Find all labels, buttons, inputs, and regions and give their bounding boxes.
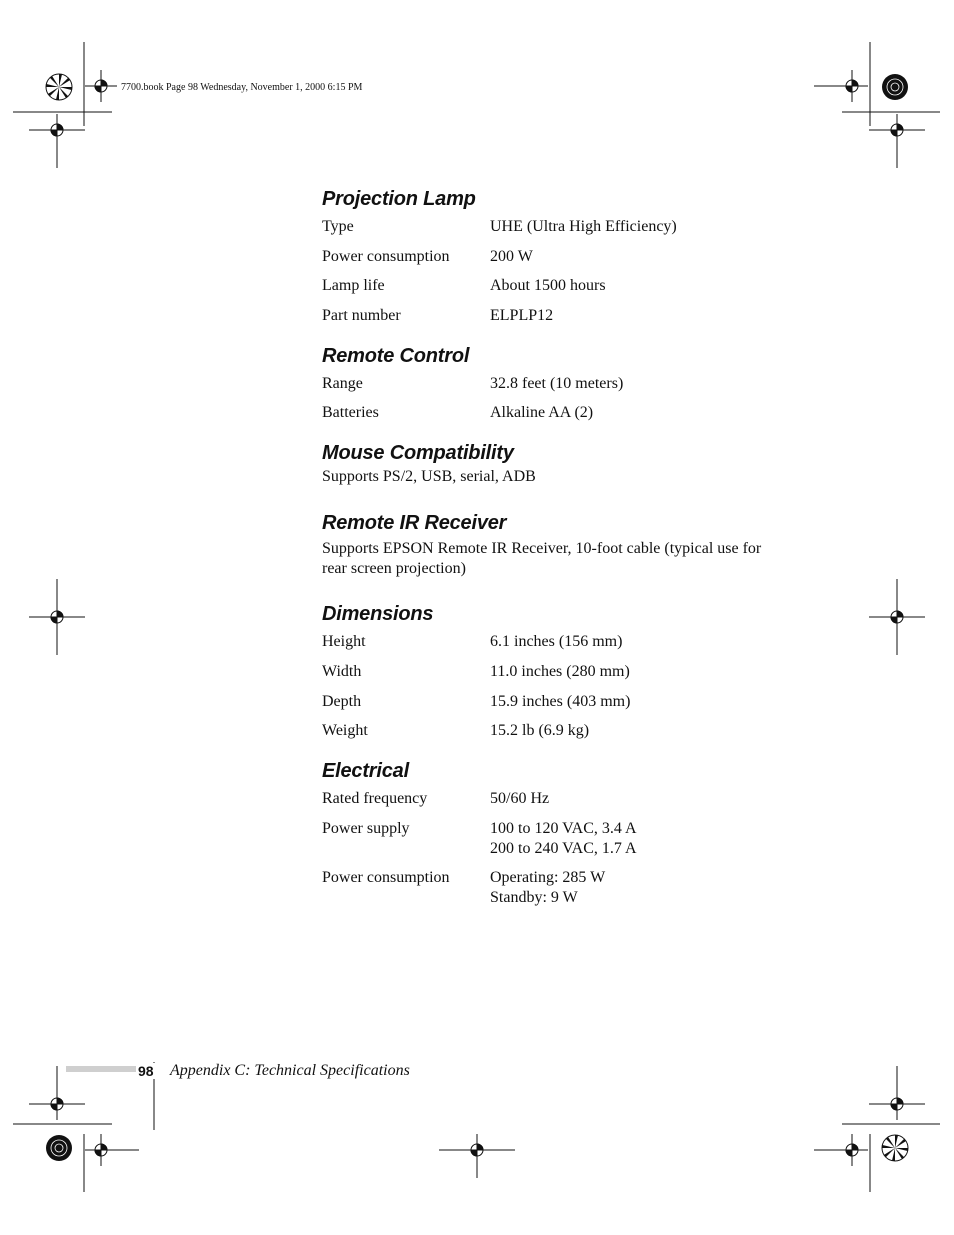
- spec-label: Height: [322, 633, 366, 651]
- spec-value: 6.1 inches (156 mm): [490, 633, 623, 651]
- spec-row: [322, 868, 802, 908]
- print-slug: 7700.book Page 98 Wednesday, November 1, 2000 6:15 PM: [121, 82, 363, 93]
- spec-row: [322, 276, 802, 296]
- spec-text: Supports EPSON Remote IR Receiver, 10-foot cable (typical use for rear screen projection): [322, 540, 762, 578]
- spec-value: ELPLP12: [490, 306, 554, 324]
- spec-value-group: [490, 868, 802, 908]
- spec-label: Range: [322, 374, 363, 392]
- spec-label: Power consumption: [322, 869, 450, 887]
- spec-row: [322, 374, 802, 394]
- section-remote-control: [322, 345, 802, 424]
- spec-value: 50/60 Hz: [490, 790, 550, 808]
- spec-content: [322, 188, 802, 918]
- section-remote-ir-receiver: [322, 512, 802, 579]
- spec-label: Type: [322, 218, 354, 235]
- spec-row: [322, 632, 802, 652]
- page-number: 98: [138, 1063, 154, 1079]
- spec-row: [322, 306, 802, 326]
- spec-label: Rated frequency: [322, 790, 428, 808]
- spec-value: 32.8 feet (10 meters): [490, 374, 624, 392]
- spec-value: Alkaline AA (2): [490, 404, 594, 422]
- section-mouse-compatibility: [322, 442, 802, 487]
- spec-value-group: [490, 819, 802, 859]
- section-projection-lamp: [322, 188, 802, 326]
- section-heading: Remote IR Receiver: [322, 512, 507, 535]
- spec-row: [322, 217, 802, 237]
- spec-value: 15.2 lb (6.9 kg): [490, 722, 590, 740]
- spec-value: 200 W: [490, 247, 533, 265]
- spec-row: [322, 662, 802, 682]
- running-footer-title: Appendix C: Technical Specifications: [170, 1062, 410, 1079]
- section-heading: Electrical: [322, 760, 409, 783]
- spec-value: UHE (Ultra High Efficiency): [490, 218, 677, 235]
- spec-row: [322, 819, 802, 859]
- section-heading: Remote Control: [322, 344, 470, 367]
- section-heading: Projection Lamp: [322, 188, 476, 210]
- spec-row: [322, 403, 802, 423]
- spec-row: [322, 692, 802, 712]
- spec-label: Part number: [322, 306, 401, 324]
- spec-row: [322, 789, 802, 809]
- spec-label: Weight: [322, 722, 368, 740]
- spec-value: 15.9 inches (403 mm): [490, 692, 631, 710]
- spec-row: [322, 247, 802, 267]
- spec-row: [322, 721, 802, 741]
- spec-value: Operating: 285 W: [490, 869, 606, 887]
- spec-value: About 1500 hours: [490, 277, 606, 295]
- spec-label: Power supply: [322, 819, 410, 837]
- spec-value: 11.0 inches (280 mm): [490, 662, 630, 680]
- section-heading: Dimensions: [322, 603, 434, 626]
- section-electrical: [322, 760, 802, 908]
- spec-value: 200 to 240 VAC, 1.7 A: [490, 839, 637, 857]
- spec-label: Power consumption: [322, 247, 450, 265]
- section-heading: Mouse Compatibility: [322, 442, 514, 465]
- spec-label: Batteries: [322, 404, 379, 422]
- spec-text: Supports PS/2, USB, serial, ADB: [322, 468, 536, 486]
- spec-label: Width: [322, 662, 362, 680]
- spec-label: Depth: [322, 692, 362, 710]
- spec-value: Standby: 9 W: [490, 889, 578, 907]
- spec-label: Lamp life: [322, 277, 385, 295]
- section-dimensions: [322, 603, 802, 741]
- spec-value: 100 to 120 VAC, 3.4 A: [490, 819, 637, 837]
